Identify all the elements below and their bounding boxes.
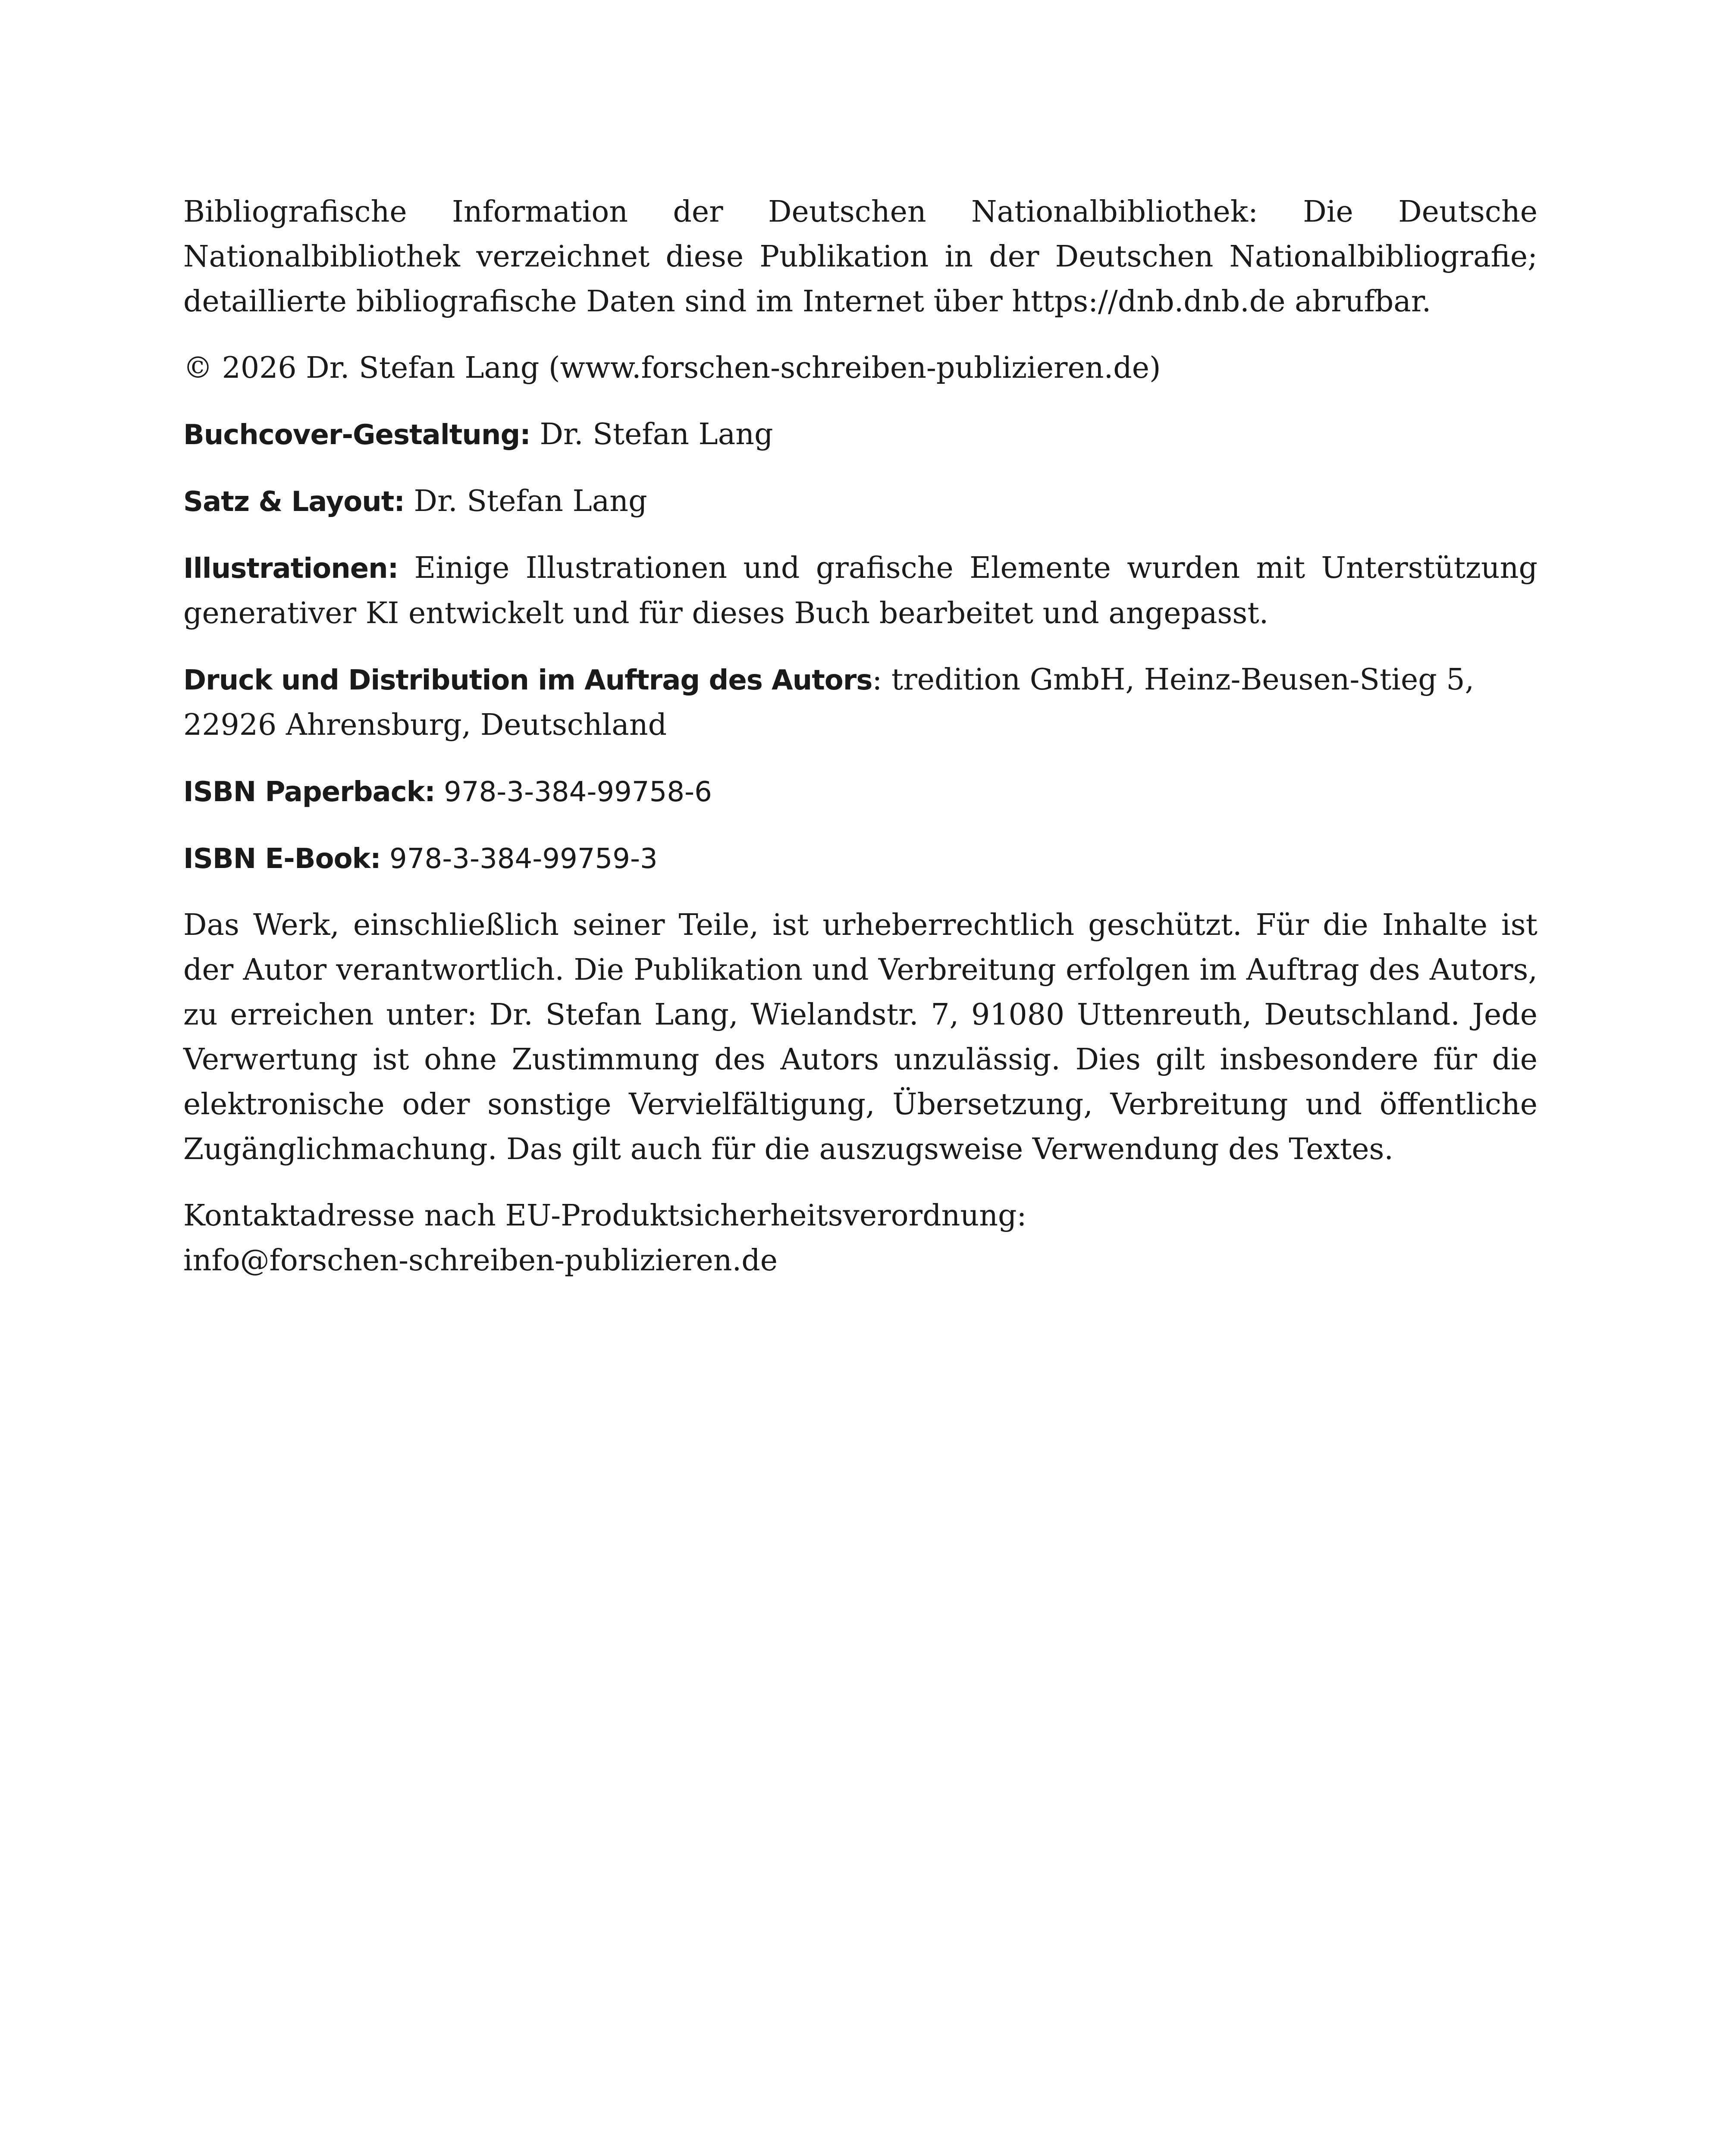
bibliographic-info: Bibliografische Information der Deutschen Nationalbibliothek: Die Deutsche Nationalbibliothek verzeichnet diese Publikation in der Deutschen Nationalbibliografie; detaillierte bibliografische Daten sind im Internet über https://dnb.dnb.de abrufbar. (183, 195, 1537, 319)
print-distribution-credit (183, 658, 1537, 748)
isbn-ebook (183, 836, 1537, 881)
layout-value: Dr. Stefan Lang (404, 484, 647, 518)
contact-label: Kontaktadresse nach EU-Produktsicherheitsverordnung: (183, 1199, 1027, 1233)
illustrations-value: Einige Illustrationen und grafische Elemente wurden mit Unterstützung generativer KI entwickelt und für dieses Buch bearbeitet und angepasst. (183, 551, 1537, 630)
contact-address (183, 1194, 1537, 1283)
illustrations-label: Illustrationen: (183, 553, 398, 585)
isbn-paperback-value: 978-3-384-99758-6 (435, 776, 712, 808)
illustrations-credit (183, 546, 1537, 636)
isbn-paperback (183, 769, 1537, 815)
copyright-notice: © 2026 Dr. Stefan Lang (www.forschen-schreiben-publizieren.de) (183, 351, 1161, 385)
print-distribution-value: : tredition GmbH, Heinz-Beusen-Stieg 5, 22926 Ahrensburg, Deutschland (183, 663, 1475, 742)
isbn-ebook-value: 978-3-384-99759-3 (380, 843, 658, 875)
copyright-rights-text: Das Werk, einschließlich seiner Teile, ist urheberrechtlich geschützt. Für die Inhalte ist der Autor verantwortlich. Die Publikation und Verbreitung erfolgen im Auftrag des Autors, zu erreichen unter: Dr. Stefan Lang, Wielandstr. 7, 91080 Uttenreuth, Deutschland. Jede Verwertung ist ohne Zustimmung des Autors unzulässig. Dies gilt insbesondere für die elektronische oder sonstige Vervielfältigung, Übersetzung, Verbreitung und öffentliche Zugänglichmachung. Das gilt auch für die auszugsweise Verwendung des Textes. (183, 908, 1537, 1166)
contact-email: info@forschen-schreiben-publizieren.de (183, 1244, 778, 1278)
layout-label: Satz & Layout: (183, 486, 405, 518)
isbn-paperback-label: ISBN Paperback: (183, 776, 435, 808)
isbn-ebook-label: ISBN E-Book: (183, 843, 381, 875)
imprint-page (183, 190, 1537, 1305)
cover-design-value: Dr. Stefan Lang (530, 417, 773, 451)
layout-credit (183, 479, 1537, 524)
print-distribution-label: Druck und Distribution im Auftrag des Autors (183, 664, 872, 696)
cover-design-label: Buchcover-Gestaltung: (183, 419, 530, 451)
cover-design-credit (183, 412, 1537, 458)
